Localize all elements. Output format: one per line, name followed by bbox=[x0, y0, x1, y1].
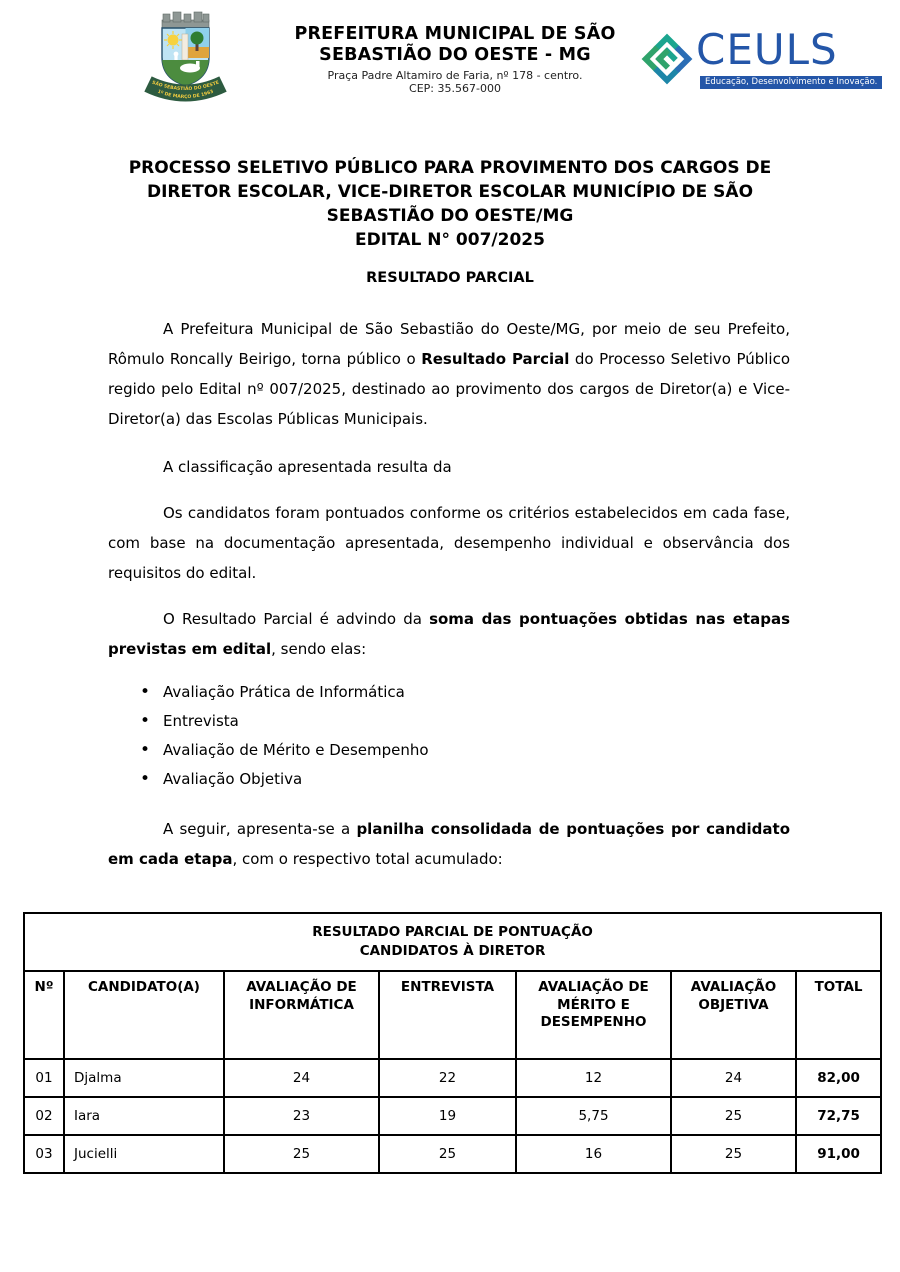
bullet-item: • Entrevista bbox=[163, 707, 790, 736]
document-title bbox=[105, 156, 795, 252]
cell-merito: 16 bbox=[516, 1135, 671, 1173]
document-title-text: PROCESSO SELETIVO PÚBLICO PARA PROVIMENTO DOS CARGOS DE DIRETOR ESCOLAR, VICE-DIRETOR ESCOLAR MUNICÍPIO DE SÃO SEBASTIÃO DO OESTE/MG bbox=[128, 158, 772, 226]
column-header-candidato: CANDIDATO(A) bbox=[64, 971, 224, 1059]
crest-crown bbox=[162, 12, 209, 28]
cell-merito: 5,75 bbox=[516, 1097, 671, 1135]
table-row bbox=[24, 1097, 881, 1135]
paragraph-5-bold: planilha consolidada de pontuações por candidato em cada etapa bbox=[108, 820, 791, 868]
cell-entrevista: 25 bbox=[379, 1135, 516, 1173]
bullet-item: • Avaliação Prática de Informática bbox=[163, 678, 790, 707]
section-subtitle: RESULTADO PARCIAL bbox=[366, 270, 534, 286]
ceuls-chevron-icon bbox=[636, 28, 698, 90]
bullet-item: • Avaliação de Mérito e Desempenho bbox=[163, 736, 790, 765]
cell-informatica: 24 bbox=[224, 1059, 379, 1097]
column-header-informatica: AVALIAÇÃO DE INFORMÁTICA bbox=[224, 971, 379, 1059]
org-address: Praça Padre Altamiro de Faria, nº 178 - centro. bbox=[327, 69, 583, 82]
org-header-block bbox=[250, 24, 660, 95]
table-header-row bbox=[24, 971, 881, 1059]
paragraph-3: Os candidatos foram pontuados conforme os critérios estabelecidos em cada fase, com base na documentação apresentada, desempenho individual e observância dos requisitos do edital. bbox=[108, 504, 790, 582]
column-header-objetiva: AVALIAÇÃO OBJETIVA bbox=[671, 971, 796, 1059]
page-header bbox=[0, 0, 900, 118]
results-table bbox=[23, 912, 882, 1174]
table-row bbox=[24, 1059, 881, 1097]
table-title-line2: CANDIDATOS À DIRETOR bbox=[359, 943, 546, 959]
paragraph-5 bbox=[108, 814, 790, 874]
paragraph-4 bbox=[108, 604, 790, 664]
cell-numero: 01 bbox=[24, 1059, 64, 1097]
cell-candidato: Djalma bbox=[64, 1059, 224, 1097]
edital-number: EDITAL N° 007/2025 bbox=[355, 230, 545, 250]
cell-entrevista: 19 bbox=[379, 1097, 516, 1135]
table-title bbox=[24, 913, 881, 971]
crest-ribbon-text-2: 1º DE MARÇO DE 1963 bbox=[156, 89, 215, 101]
evaluation-bullet-list bbox=[163, 678, 790, 794]
paragraph-1-pre: A Prefeitura Municipal de São Sebastião do Oeste/MG, por meio de seu Prefeito, Rômulo Roncally Beirigo, torna público o bbox=[108, 320, 790, 368]
cell-candidato: Jucielli bbox=[64, 1135, 224, 1173]
cell-total: 91,00 bbox=[796, 1135, 881, 1173]
crest-ribbon-text-1: SÃO SEBASTIÃO DO OESTE bbox=[151, 80, 220, 93]
cell-informatica: 23 bbox=[224, 1097, 379, 1135]
paragraph-1-post: do Processo Seletivo Público regido pelo Edital nº 007/2025, destinado ao provimento dos cargos de Diretor(a) e Vice-Diretor(a) das Escolas Públicas Municipais. bbox=[108, 350, 791, 428]
paragraph-5-post: , com o respectivo total acumulado: bbox=[232, 850, 503, 868]
municipal-crest-icon bbox=[138, 10, 233, 112]
cell-total: 72,75 bbox=[796, 1097, 881, 1135]
cell-numero: 02 bbox=[24, 1097, 64, 1135]
org-cep: CEP: 35.567-000 bbox=[409, 82, 501, 95]
paragraph-2: A classificação apresentada resulta da bbox=[163, 458, 452, 476]
paragraph-4-bold: soma das pontuações obtidas nas etapas previstas em edital bbox=[108, 610, 791, 658]
org-name-line2: SEBASTIÃO DO OESTE - MG bbox=[319, 45, 591, 65]
table-title-row bbox=[24, 913, 881, 971]
table-row bbox=[24, 1135, 881, 1173]
paragraph-4-post: , sendo elas: bbox=[271, 640, 367, 658]
paragraph-1-bold: Resultado Parcial bbox=[421, 350, 570, 368]
cell-objetiva: 25 bbox=[671, 1097, 796, 1135]
cell-merito: 12 bbox=[516, 1059, 671, 1097]
column-header-entrevista: ENTREVISTA bbox=[379, 971, 516, 1059]
cell-informatica: 25 bbox=[224, 1135, 379, 1173]
column-header-numero: Nº bbox=[24, 971, 64, 1059]
paragraph-5-pre: A seguir, apresenta-se a bbox=[163, 820, 357, 838]
org-name-line1: PREFEITURA MUNICIPAL DE SÃO bbox=[294, 24, 616, 44]
cell-objetiva: 24 bbox=[671, 1059, 796, 1097]
cell-entrevista: 22 bbox=[379, 1059, 516, 1097]
ceuls-wordmark: CEULS bbox=[696, 25, 838, 74]
paragraph-1 bbox=[108, 314, 790, 434]
document-body bbox=[108, 314, 790, 874]
cell-total: 82,00 bbox=[796, 1059, 881, 1097]
paragraph-4-pre: O Resultado Parcial é advindo da bbox=[163, 610, 430, 628]
table-title-line1: RESULTADO PARCIAL DE PONTUAÇÃO bbox=[312, 924, 593, 940]
bullet-item: • Avaliação Objetiva bbox=[163, 765, 790, 794]
cell-objetiva: 25 bbox=[671, 1135, 796, 1173]
cell-numero: 03 bbox=[24, 1135, 64, 1173]
cell-candidato: Iara bbox=[64, 1097, 224, 1135]
column-header-merito: AVALIAÇÃO DE MÉRITO E DESEMPENHO bbox=[516, 971, 671, 1059]
ceuls-tagline: Educação, Desenvolvimento e Inovação. bbox=[700, 76, 882, 89]
column-header-total: TOTAL bbox=[796, 971, 881, 1059]
ceuls-logo bbox=[636, 25, 878, 96]
